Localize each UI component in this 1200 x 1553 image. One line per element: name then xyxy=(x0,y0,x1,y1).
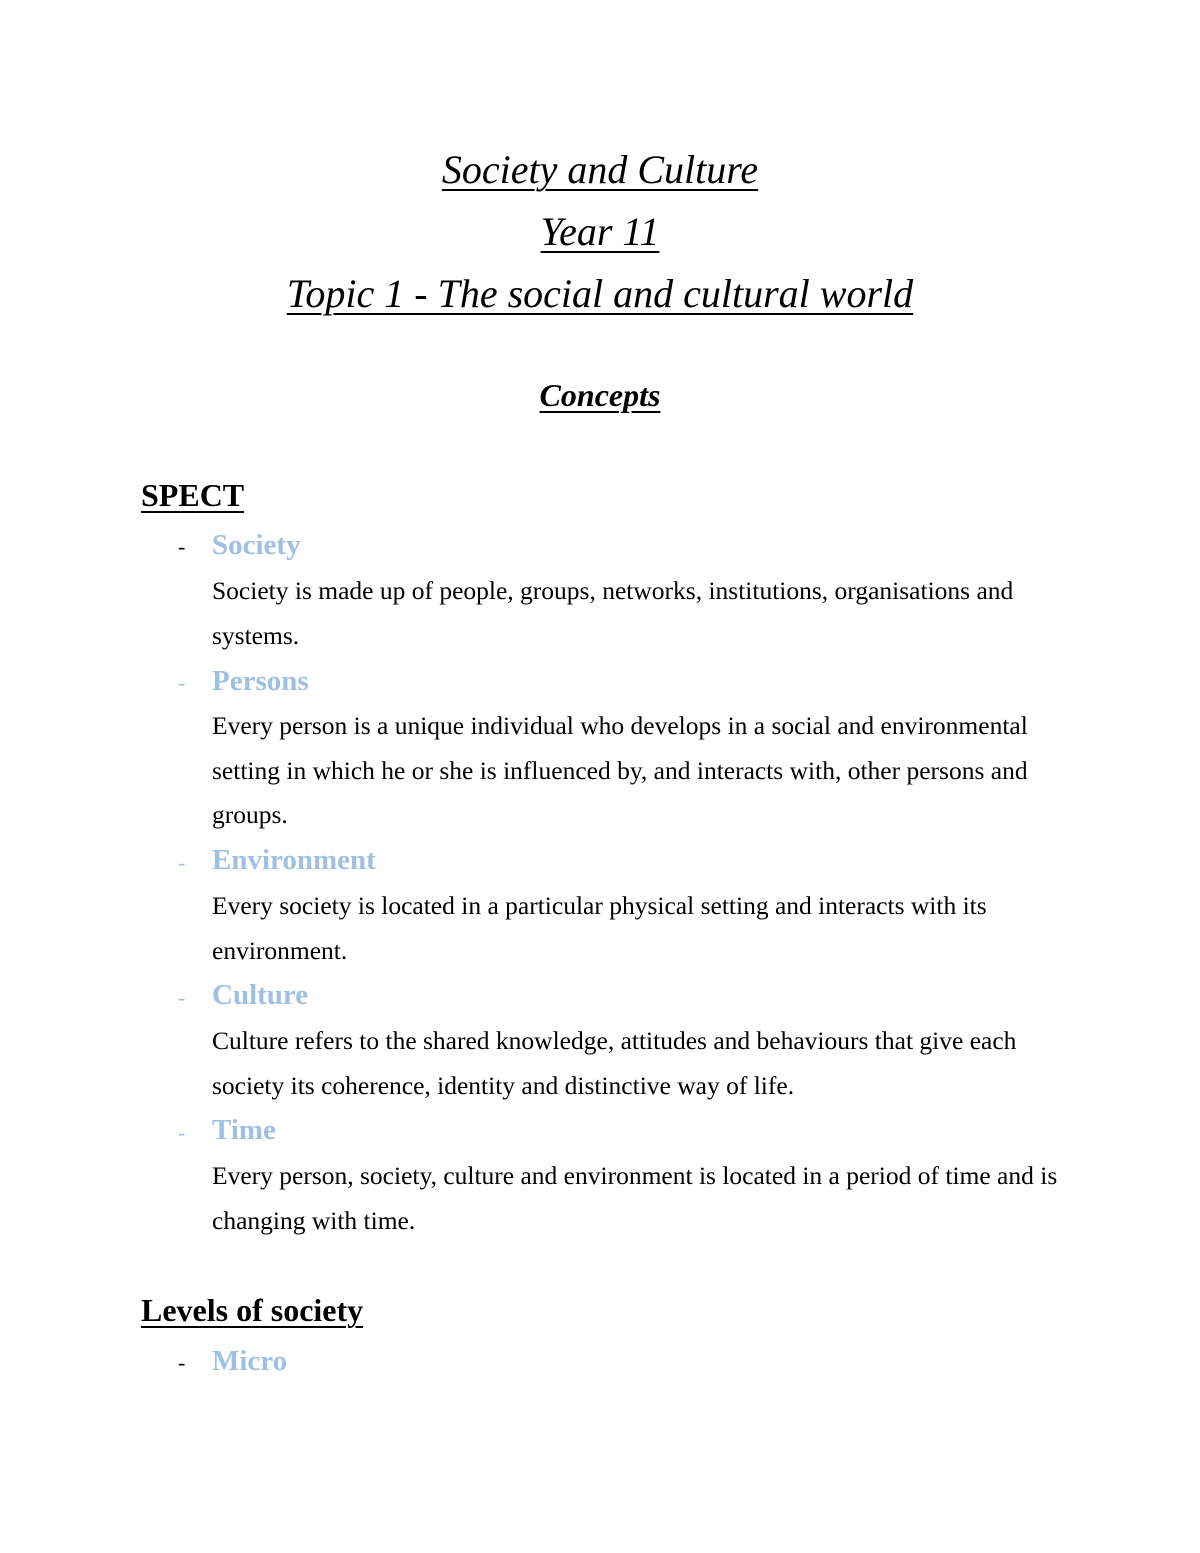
bullet-dash: - xyxy=(178,1120,186,1145)
concepts-text: Concepts xyxy=(539,377,661,413)
definition-society: Society is made up of people, groups, networks, institutions, organisations and systems. xyxy=(212,576,1014,650)
term-culture: Culture xyxy=(212,979,309,1011)
bullet-dash: - xyxy=(178,850,186,875)
topic-text: Topic 1 - The social and cultural world xyxy=(286,271,914,316)
section-heading-spect: SPECT xyxy=(141,477,245,513)
title-text: Society and Culture xyxy=(441,147,759,192)
definition-environment: Every society is located in a particular physical setting and interacts with its environment. xyxy=(212,891,987,965)
bullet-dash: - xyxy=(178,534,186,559)
term-environment: Environment xyxy=(212,844,376,876)
term-society: Society xyxy=(212,529,301,561)
year-text: Year 11 xyxy=(540,209,660,254)
topic-heading xyxy=(0,270,1200,318)
bullet-dash: - xyxy=(178,1350,186,1375)
year-heading xyxy=(0,208,1200,256)
term-time: Time xyxy=(212,1114,276,1146)
document-title xyxy=(0,146,1200,194)
term-persons: Persons xyxy=(212,665,309,697)
concepts-heading xyxy=(0,375,1200,415)
definition-persons: Every person is a unique individual who develops in a social and environmental setting in which he or she is influenced by, and interacts with, other persons and groups. xyxy=(212,711,1028,829)
bullet-dash: - xyxy=(178,985,186,1010)
section-heading-levels: Levels of society xyxy=(141,1292,364,1328)
term-micro: Micro xyxy=(212,1345,288,1377)
bullet-dash: - xyxy=(178,670,186,695)
definition-culture: Culture refers to the shared knowledge, attitudes and behaviours that give each society its coherence, identity and distinctive way of life. xyxy=(212,1026,1017,1100)
definition-time: Every person, society, culture and environment is located in a period of time and is changing with time. xyxy=(212,1161,1058,1235)
